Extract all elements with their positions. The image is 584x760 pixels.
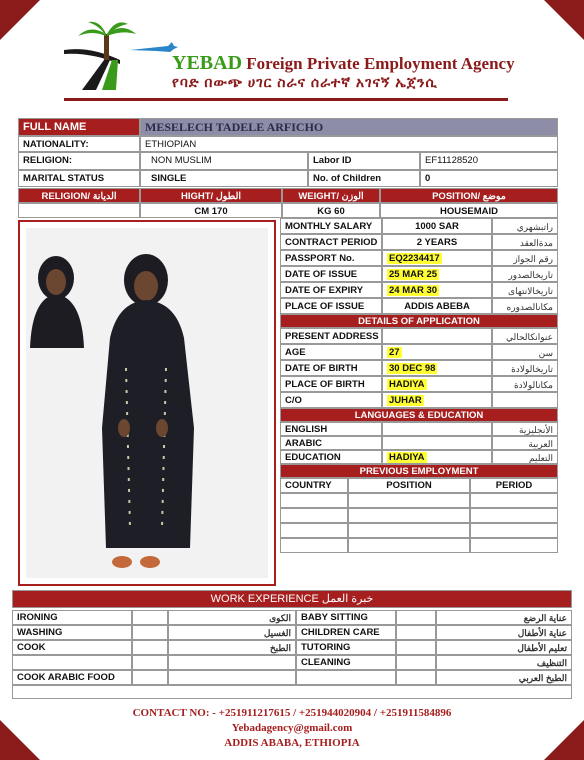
work-skill-right-arabic: عناية الرضع: [436, 610, 572, 625]
languages-title: LANGUAGES & EDUCATION: [280, 408, 558, 422]
highlighted-value: HADIYA: [389, 452, 425, 463]
contract-arabic: مكانالصدوره: [492, 298, 558, 314]
application-arabic: مكانالولادة: [492, 376, 558, 392]
work-skill-left: WASHING: [12, 625, 132, 640]
agency-amharic-name: የባድ በውጭ ሀገር ስራና ሰራተኛ አገናኝ ኤጀንሲ: [172, 74, 438, 90]
contract-label: DATE OF ISSUE: [280, 266, 382, 282]
height-header: HIGHT/ الطول: [140, 188, 282, 203]
nationality-label: NATIONALITY:: [18, 136, 140, 152]
work-experience-title: WORK EXPERIENCE خبرة العمل: [12, 590, 572, 608]
contract-value: [382, 266, 492, 282]
highlighted-value: 24 MAR 30: [389, 285, 438, 296]
contract-label: MONTHLY SALARY: [280, 218, 382, 234]
summary-religion-cell: [18, 203, 140, 218]
work-skill-left-arabic: [168, 670, 296, 685]
work-footer-row: [12, 685, 572, 699]
highlighted-value: 27: [389, 347, 400, 358]
work-skill-left: [12, 655, 132, 670]
previous-employment-title: PREVIOUS EMPLOYMENT: [280, 464, 558, 478]
previous-empty-cell: [280, 538, 348, 553]
contract-arabic: تاريخالانتهاى: [492, 282, 558, 298]
language-label: EDUCATION: [280, 450, 382, 464]
labor-id-label: Labor ID: [308, 152, 420, 170]
full-name-label: FULL NAME: [18, 118, 140, 136]
applicant-figure-icon: [26, 228, 268, 578]
application-label: C/O: [280, 392, 382, 408]
previous-empty-cell: [470, 493, 558, 508]
footer-contact: [0, 706, 584, 751]
contract-value: ADDIS ABEBA: [382, 298, 492, 314]
religion-value: NON MUSLIM: [140, 152, 308, 170]
applicant-photo: [26, 228, 268, 578]
work-skill-check: [132, 640, 168, 655]
contract-label: PLACE OF ISSUE: [280, 298, 382, 314]
previous-empty-cell: [280, 493, 348, 508]
contact-address: ADDIS ABABA, ETHIOPIA: [224, 737, 360, 749]
highlighted-value: HADIYA: [389, 379, 425, 390]
work-skill-right-arabic: عناية الأطفال: [436, 625, 572, 640]
work-skill-right: TUTORING: [296, 640, 396, 655]
applicant-photo-frame: [18, 220, 276, 586]
contract-value: 2 YEARS: [382, 234, 492, 250]
previous-empty-cell: [280, 508, 348, 523]
previous-empty-cell: [348, 538, 470, 553]
language-value: [382, 422, 492, 436]
work-skill-left: COOK ARABIC FOOD: [12, 670, 132, 685]
work-skill-left-arabic: الطبخ: [168, 640, 296, 655]
highlighted-value: 30 DEC 98: [389, 363, 436, 374]
application-value: [382, 392, 492, 408]
work-skill-left: IRONING: [12, 610, 132, 625]
work-skill-left: COOK: [12, 640, 132, 655]
contract-value: 1000 SAR: [382, 218, 492, 234]
work-skill-right: BABY SITTING: [296, 610, 396, 625]
previous-empty-cell: [470, 523, 558, 538]
religion-label: RELIGION:: [18, 152, 140, 170]
work-skill-check: [132, 655, 168, 670]
work-skill-check: [132, 670, 168, 685]
contract-arabic: مدةالعقد: [492, 234, 558, 250]
application-arabic: سن: [492, 344, 558, 360]
highlighted-value: EQ2234417: [389, 253, 440, 264]
contract-arabic: رقم الجواز: [492, 250, 558, 266]
labor-id-value: EF11128520: [420, 152, 558, 170]
language-value: [382, 450, 492, 464]
application-value: [382, 328, 492, 344]
language-label: ARABIC: [280, 436, 382, 450]
corner-decoration-top-left: [0, 0, 40, 40]
palm-road-logo-icon: [60, 20, 180, 92]
agency-brand: YEBAD: [172, 52, 243, 74]
application-label: AGE: [280, 344, 382, 360]
previous-empty-cell: [470, 538, 558, 553]
previous-column-header: POSITION: [348, 478, 470, 493]
contract-label: DATE OF EXPIRY: [280, 282, 382, 298]
contract-value: [382, 250, 492, 266]
application-value: [382, 344, 492, 360]
language-arabic: العربية: [492, 436, 558, 450]
highlighted-value: 25 MAR 25: [389, 269, 438, 280]
previous-empty-cell: [280, 523, 348, 538]
agency-name: [172, 52, 515, 75]
work-skill-right: [296, 670, 396, 685]
religion-header: RELIGION/ الديانة: [18, 188, 140, 203]
position-header: POSITION/ موضع: [380, 188, 558, 203]
application-label: PLACE OF BIRTH: [280, 376, 382, 392]
children-value: 0: [420, 170, 558, 187]
previous-empty-cell: [348, 523, 470, 538]
work-skill-right-arabic: الطبخ العربي: [436, 670, 572, 685]
language-arabic: التعليم: [492, 450, 558, 464]
work-skill-check: [132, 625, 168, 640]
work-skill-check: [396, 670, 436, 685]
agency-name-rest: Foreign Private Employment Agency: [246, 54, 515, 73]
language-arabic: الأنجليزية: [492, 422, 558, 436]
weight-header: WEIGHT/ الوزن: [282, 188, 380, 203]
language-value: [382, 436, 492, 450]
height-value: CM 170: [140, 203, 282, 218]
children-label: No. of Children: [308, 170, 420, 187]
application-title: DETAILS OF APPLICATION: [280, 314, 558, 328]
highlighted-value: JUHAR: [389, 395, 422, 406]
header-rule: [64, 98, 508, 101]
application-arabic: عنوانكالحالي: [492, 328, 558, 344]
contact-email: Yebadagency@gmail.com: [231, 722, 353, 734]
application-arabic: تاريخالولادة: [492, 360, 558, 376]
agency-logo: [60, 20, 180, 92]
previous-empty-cell: [348, 508, 470, 523]
contact-numbers: CONTACT NO: - +251911217615 / +251944020904 / +251911584896: [132, 707, 452, 719]
application-arabic: [492, 392, 558, 408]
contract-arabic: راتبشهري: [492, 218, 558, 234]
work-skill-left-arabic: [168, 655, 296, 670]
work-skill-check: [396, 625, 436, 640]
agency-header: [60, 14, 560, 106]
work-skill-right: CHILDREN CARE: [296, 625, 396, 640]
work-skill-right-arabic: التنظيف: [436, 655, 572, 670]
language-label: ENGLISH: [280, 422, 382, 436]
application-value: [382, 376, 492, 392]
nationality-value: ETHIOPIAN: [140, 136, 558, 152]
work-skill-check: [132, 610, 168, 625]
work-skill-check: [396, 610, 436, 625]
weight-value: KG 60: [282, 203, 380, 218]
work-skill-check: [396, 655, 436, 670]
previous-empty-cell: [348, 493, 470, 508]
application-value: [382, 360, 492, 376]
application-label: DATE OF BIRTH: [280, 360, 382, 376]
marital-status-label: MARITAL STATUS: [18, 170, 140, 187]
work-skill-check: [396, 640, 436, 655]
contract-label: CONTRACT PERIOD: [280, 234, 382, 250]
work-skill-left-arabic: الغسيل: [168, 625, 296, 640]
contract-arabic: تاريخالصدور: [492, 266, 558, 282]
marital-status-value: SINGLE: [140, 170, 308, 187]
previous-empty-cell: [470, 508, 558, 523]
work-skill-right: CLEANING: [296, 655, 396, 670]
previous-column-header: COUNTRY: [280, 478, 348, 493]
contract-label: PASSPORT No.: [280, 250, 382, 266]
previous-column-header: PERIOD: [470, 478, 558, 493]
application-label: PRESENT ADDRESS: [280, 328, 382, 344]
full-name-value: MESELECH TADELE ARFICHO: [140, 118, 558, 136]
work-skill-left-arabic: الكوى: [168, 610, 296, 625]
position-value: HOUSEMAID: [380, 203, 558, 218]
contract-value: [382, 282, 492, 298]
work-skill-right-arabic: تعليم الأطفال: [436, 640, 572, 655]
